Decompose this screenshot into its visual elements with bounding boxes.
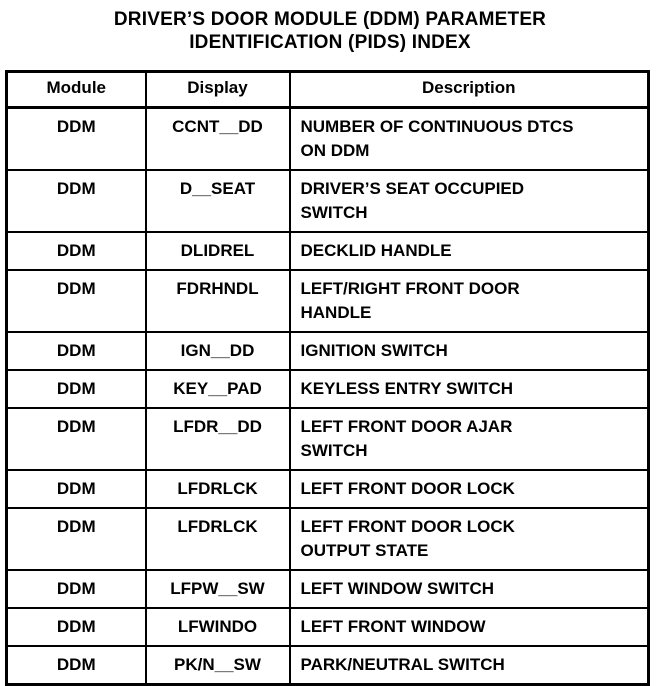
display-cell: FDRHNDL xyxy=(146,270,290,332)
title-line-1: DRIVER’S DOOR MODULE (DDM) PARAMETER xyxy=(113,9,547,30)
description-line: OUTPUT STATE xyxy=(300,541,429,560)
column-header-display: Display xyxy=(146,72,290,108)
description-line: ON DDM xyxy=(300,141,370,160)
description-line: NUMBER OF CONTINUOUS DTCS xyxy=(300,117,574,136)
module-cell: DDM xyxy=(7,570,146,608)
module-cell: DDM xyxy=(7,470,146,508)
description-cell xyxy=(290,646,649,685)
description-line: LEFT/RIGHT FRONT DOOR xyxy=(300,279,520,298)
description-line: PARK/NEUTRAL SWITCH xyxy=(300,655,505,674)
description-line: LEFT FRONT WINDOW xyxy=(300,617,486,636)
column-header-description: Description xyxy=(290,72,649,108)
description-cell xyxy=(290,570,649,608)
description-line: KEYLESS ENTRY SWITCH xyxy=(300,379,514,398)
description-cell xyxy=(290,370,649,408)
module-cell: DDM xyxy=(7,646,146,685)
description-line: LEFT FRONT DOOR LOCK xyxy=(300,479,515,498)
table-row xyxy=(7,170,649,232)
table-row xyxy=(7,646,649,685)
description-line: LEFT FRONT DOOR AJAR xyxy=(300,417,513,436)
module-cell: DDM xyxy=(7,608,146,646)
display-cell: LFDR__DD xyxy=(146,408,290,470)
table-row xyxy=(7,608,649,646)
description-cell xyxy=(290,232,649,270)
table-row xyxy=(7,508,649,570)
module-cell: DDM xyxy=(7,332,146,370)
module-cell: DDM xyxy=(7,170,146,232)
module-cell: DDM xyxy=(7,508,146,570)
page-title xyxy=(0,8,660,54)
description-line: DRIVER’S SEAT OCCUPIED xyxy=(300,179,525,198)
description-cell xyxy=(290,508,649,570)
description-cell xyxy=(290,608,649,646)
table-body xyxy=(7,108,649,685)
description-line: HANDLE xyxy=(300,303,372,322)
table-header-row xyxy=(7,72,649,108)
pids-index-table xyxy=(5,70,650,686)
description-cell xyxy=(290,108,649,171)
description-cell xyxy=(290,170,649,232)
module-cell: DDM xyxy=(7,108,146,171)
column-header-module: Module xyxy=(7,72,146,108)
description-cell xyxy=(290,408,649,470)
description-line: SWITCH xyxy=(300,203,368,222)
table-row xyxy=(7,370,649,408)
display-cell: D__SEAT xyxy=(146,170,290,232)
description-cell xyxy=(290,470,649,508)
table-row xyxy=(7,470,649,508)
display-cell: KEY__PAD xyxy=(146,370,290,408)
description-line: DECKLID HANDLE xyxy=(300,241,452,260)
display-cell: DLIDREL xyxy=(146,232,290,270)
display-cell: PK/N__SW xyxy=(146,646,290,685)
display-cell: LFPW__SW xyxy=(146,570,290,608)
table-row xyxy=(7,408,649,470)
description-cell xyxy=(290,332,649,370)
display-cell: IGN__DD xyxy=(146,332,290,370)
description-line: LEFT FRONT DOOR LOCK xyxy=(300,517,515,536)
description-line: SWITCH xyxy=(300,441,368,460)
table-row xyxy=(7,232,649,270)
title-line-2: IDENTIFICATION (PIDS) INDEX xyxy=(189,32,471,53)
module-cell: DDM xyxy=(7,270,146,332)
table-row xyxy=(7,270,649,332)
display-cell: LFWINDO xyxy=(146,608,290,646)
display-cell: LFDRLCK xyxy=(146,470,290,508)
display-cell: LFDRLCK xyxy=(146,508,290,570)
description-line: LEFT WINDOW SWITCH xyxy=(300,579,495,598)
table-row xyxy=(7,332,649,370)
module-cell: DDM xyxy=(7,370,146,408)
module-cell: DDM xyxy=(7,408,146,470)
display-cell: CCNT__DD xyxy=(146,108,290,171)
table-row xyxy=(7,570,649,608)
description-cell xyxy=(290,270,649,332)
module-cell: DDM xyxy=(7,232,146,270)
table-row xyxy=(7,108,649,171)
description-line: IGNITION SWITCH xyxy=(300,341,448,360)
